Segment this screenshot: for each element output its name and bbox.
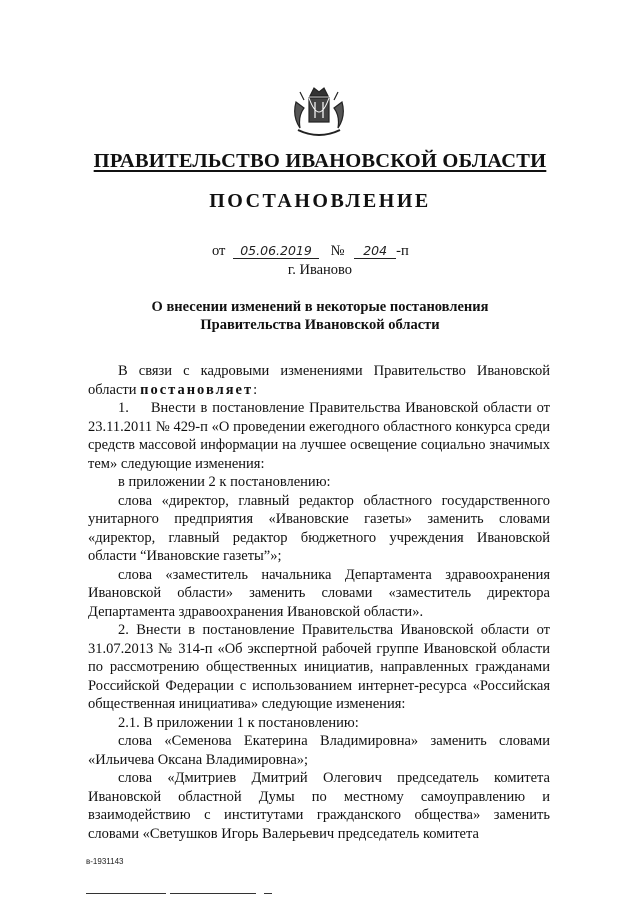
intro-keyword: постановляет [140,381,254,398]
intro-paragraph [88,362,550,399]
paragraph-8: слова «Дмитриев Дмитрий Олегович председатель комитета Ивановской областной Думы по местному самоуправлению и взаимодействию с институтами гражданского общества» заменить словами «Светушков Игорь Валерьевич председатель комитета [88,770,550,842]
document-code: в-1931143 [86,857,124,866]
subject-line-2: Правительства Ивановской области [200,317,440,333]
city: г. Иваново [287,262,353,278]
intro-colon: : [253,381,258,398]
paragraph-4: слова «заместитель начальника Департамента здравоохранения Ивановской области» заменить словами «заместитель директора Департамента здравоохранения Ивановской области». [88,566,550,620]
paragraph-1-text: Внести в постановление Правительства Ивановской области от 23.11.2011 № 429-п «О проведении ежегодного областного конкурса среди средств массовой информации на лучшее освещение социально значимых тем» следующие изменения: [88,400,550,472]
number-value: 204 [354,244,396,259]
paragraph-2: в приложении 2 к постановлению: [118,474,331,490]
date-number-line [212,243,409,260]
document-subject [0,298,640,334]
date-value: 05.06.2019 [233,244,319,259]
date-prefix: от [212,243,226,259]
paragraph-6: 2.1. В приложении 1 к постановлению: [118,714,359,731]
paragraph-1-number: 1. [118,400,129,416]
number-suffix: -п [396,243,409,259]
organization-title: ПРАВИТЕЛЬСТВО ИВАНОВСКОЙ ОБЛАСТИ [93,150,547,172]
paragraph-1 [88,399,550,473]
intro-text: В связи с кадровыми изменениями Правительство Ивановской области [88,363,550,398]
number-sign: № [330,243,345,259]
footer-rule-left [86,893,166,894]
paragraph-7: слова «Семенова Екатерина Владимировна» заменить словами «Ильичева Оксана Владимировна»; [88,733,550,768]
footer-rule-middle [170,893,256,894]
paragraph-3: слова «директор, главный редактор областного государственного унитарного предприятия «Ивановские газеты» заменить словами «директор, главный редактор бюджетного учреждения Ивановской области “Ивановские газеты”»; [88,492,550,564]
document-body [88,362,550,843]
coat-of-arms-icon [290,82,348,142]
subject-line-1: О внесении изменений в некоторые постановления [151,299,489,315]
footer-rule-right [264,893,272,894]
paragraph-5: 2. Внести в постановление Правительства Ивановской области от 31.07.2013 № 314-п «Об экспертной рабочей группе Ивановской области по рассмотрению общественных инициатив, направленных гражданами Российской Федерации с использованием интернет-ресурса «Российская общественная инициатива» следующие изменения: [88,622,550,712]
document-type: ПОСТАНОВЛЕНИЕ [209,190,431,212]
